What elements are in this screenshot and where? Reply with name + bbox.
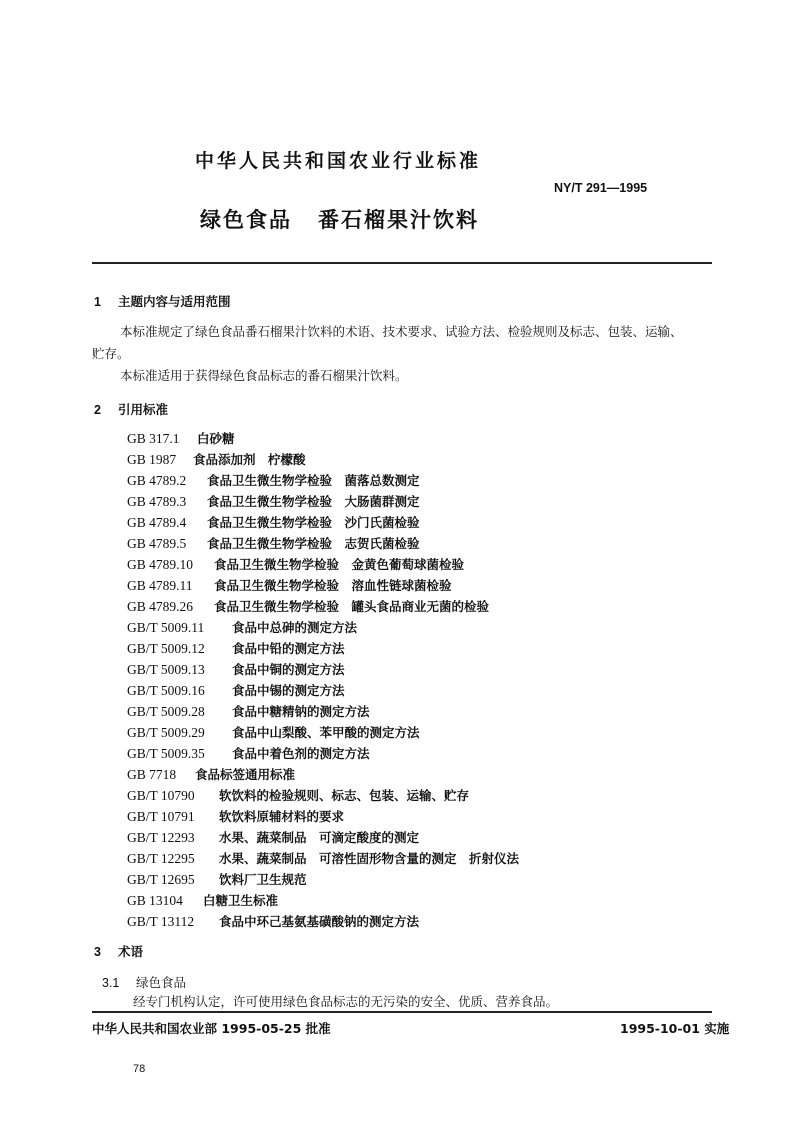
header-divider [92, 262, 712, 264]
reference-code: GB 4789.26 [127, 599, 194, 614]
page-number: 78 [133, 1063, 146, 1075]
reference-item [127, 575, 519, 596]
reference-code: GB 4789.5 [127, 536, 187, 551]
definition-green-food: 经专门机构认定，许可使用绿色食品标志的无污染的安全、优质、营养食品。 [133, 994, 559, 1009]
subsection-number: 3.1 [102, 976, 120, 990]
reference-code: GB 4789.10 [127, 557, 194, 572]
reference-title: 食品中锡的测定方法 [232, 683, 345, 698]
section-title: 术语 [118, 944, 144, 959]
title-part-1: 绿色食品 [200, 208, 292, 232]
reference-code: GB/T 5009.28 [127, 704, 205, 719]
reference-item [127, 512, 519, 533]
reference-item [127, 848, 519, 869]
reference-title: 食品中铜的测定方法 [232, 662, 345, 677]
reference-item [127, 491, 519, 512]
reference-item [127, 827, 519, 848]
reference-code: GB/T 5009.11 [127, 620, 205, 635]
reference-code: GB 4789.11 [127, 578, 193, 593]
reference-code: GB 4789.2 [127, 473, 187, 488]
reference-item [127, 533, 519, 554]
reference-title: 软饮料的检验规则、标志、包装、运输、贮存 [219, 788, 470, 803]
section-title: 引用标准 [118, 402, 169, 417]
reference-code: GB/T 5009.29 [127, 725, 205, 740]
reference-item [127, 806, 519, 827]
reference-title: 食品中山梨酸、苯甲酸的测定方法 [232, 725, 420, 740]
reference-item [127, 554, 519, 575]
reference-code: GB/T 12293 [127, 830, 195, 845]
section-title: 主题内容与适用范围 [118, 294, 231, 309]
reference-code: GB/T 5009.35 [127, 746, 205, 761]
issuing-standard-type: 中华人民共和国农业行业标准 [195, 150, 482, 172]
reference-item [127, 470, 519, 491]
reference-standards-list [127, 428, 519, 932]
reference-title: 食品卫生微生物学检验 罐头食品商业无菌的检验 [214, 599, 490, 614]
subsection-3-1-heading [102, 973, 186, 991]
section-1-para-2: 本标准适用于获得绿色食品标志的番石榴果汁饮料。 [120, 368, 408, 383]
reference-title: 食品卫生微生物学检验 大肠菌群测定 [207, 494, 420, 509]
section-2-heading [94, 400, 168, 418]
reference-title: 食品卫生微生物学检验 金黄色葡萄球菌检验 [214, 557, 465, 572]
reference-code: GB/T 10791 [127, 809, 195, 824]
reference-title: 食品卫生微生物学检验 志贺氏菌检验 [207, 536, 420, 551]
reference-code: GB 13104 [127, 893, 183, 908]
reference-code: GB/T 5009.12 [127, 641, 205, 656]
reference-item [127, 869, 519, 890]
reference-code: GB/T 5009.13 [127, 662, 205, 677]
reference-code: GB/T 13112 [127, 914, 195, 929]
section-3-heading [94, 942, 143, 960]
section-number: 1 [94, 295, 101, 309]
subsection-title: 绿色食品 [136, 975, 187, 990]
reference-title: 白砂糖 [197, 431, 235, 446]
reference-item [127, 680, 519, 701]
title-part-2: 番石榴果汁饮料 [318, 208, 479, 232]
reference-title: 食品标签通用标准 [195, 767, 296, 782]
reference-code: GB 4789.3 [127, 494, 187, 509]
footer-divider [92, 1011, 712, 1013]
reference-item [127, 743, 519, 764]
reference-title: 食品添加剂 柠檬酸 [193, 452, 306, 467]
reference-code: GB/T 12295 [127, 851, 195, 866]
reference-item [127, 659, 519, 680]
reference-title: 食品中铅的测定方法 [232, 641, 345, 656]
reference-title: 食品卫生微生物学检验 溶血性链球菌检验 [214, 578, 452, 593]
reference-code: GB/T 10790 [127, 788, 195, 803]
approval-line: 中华人民共和国农业部 1995-05-25 批准 [92, 1021, 331, 1036]
standard-title [200, 204, 479, 234]
reference-item [127, 617, 519, 638]
reference-title: 水果、蔬菜制品 可溶性固形物含量的测定 折射仪法 [219, 851, 520, 866]
section-1-heading [94, 292, 231, 310]
reference-title: 白糖卫生标准 [203, 893, 279, 908]
reference-title: 食品中环己基氨基磺酸钠的测定方法 [219, 914, 420, 929]
reference-item [127, 722, 519, 743]
reference-code: GB/T 12695 [127, 872, 195, 887]
reference-code: GB 4789.4 [127, 515, 187, 530]
reference-code: GB 1987 [127, 452, 177, 467]
reference-title: 食品中着色剂的测定方法 [232, 746, 370, 761]
reference-item [127, 638, 519, 659]
section-number: 3 [94, 945, 101, 959]
reference-title: 食品中总砷的测定方法 [232, 620, 358, 635]
reference-title: 饮料厂卫生规范 [219, 872, 307, 887]
reference-item [127, 764, 519, 785]
standard-code: NY/T 291—1995 [554, 181, 648, 195]
reference-code: GB/T 5009.16 [127, 683, 205, 698]
reference-item [127, 428, 519, 449]
reference-item [127, 701, 519, 722]
section-number: 2 [94, 403, 101, 417]
reference-item [127, 449, 519, 470]
section-1-para-1-line-2: 贮存。 [92, 346, 130, 361]
implementation-date: 1995-10-01 实施 [620, 1021, 730, 1036]
reference-item [127, 596, 519, 617]
reference-title: 水果、蔬菜制品 可滴定酸度的测定 [219, 830, 420, 845]
reference-item [127, 890, 519, 911]
section-1-para-1-line-1: 本标准规定了绿色食品番石榴果汁饮料的术语、技术要求、试验方法、检验规则及标志、包装、运输、 [120, 324, 683, 339]
reference-title: 软饮料原辅材料的要求 [219, 809, 345, 824]
reference-code: GB 7718 [127, 767, 177, 782]
reference-title: 食品中糖精钠的测定方法 [232, 704, 370, 719]
reference-item [127, 911, 519, 932]
reference-code: GB 317.1 [127, 431, 180, 446]
reference-item [127, 785, 519, 806]
reference-title: 食品卫生微生物学检验 沙门氏菌检验 [207, 515, 420, 530]
reference-title: 食品卫生微生物学检验 菌落总数测定 [207, 473, 420, 488]
